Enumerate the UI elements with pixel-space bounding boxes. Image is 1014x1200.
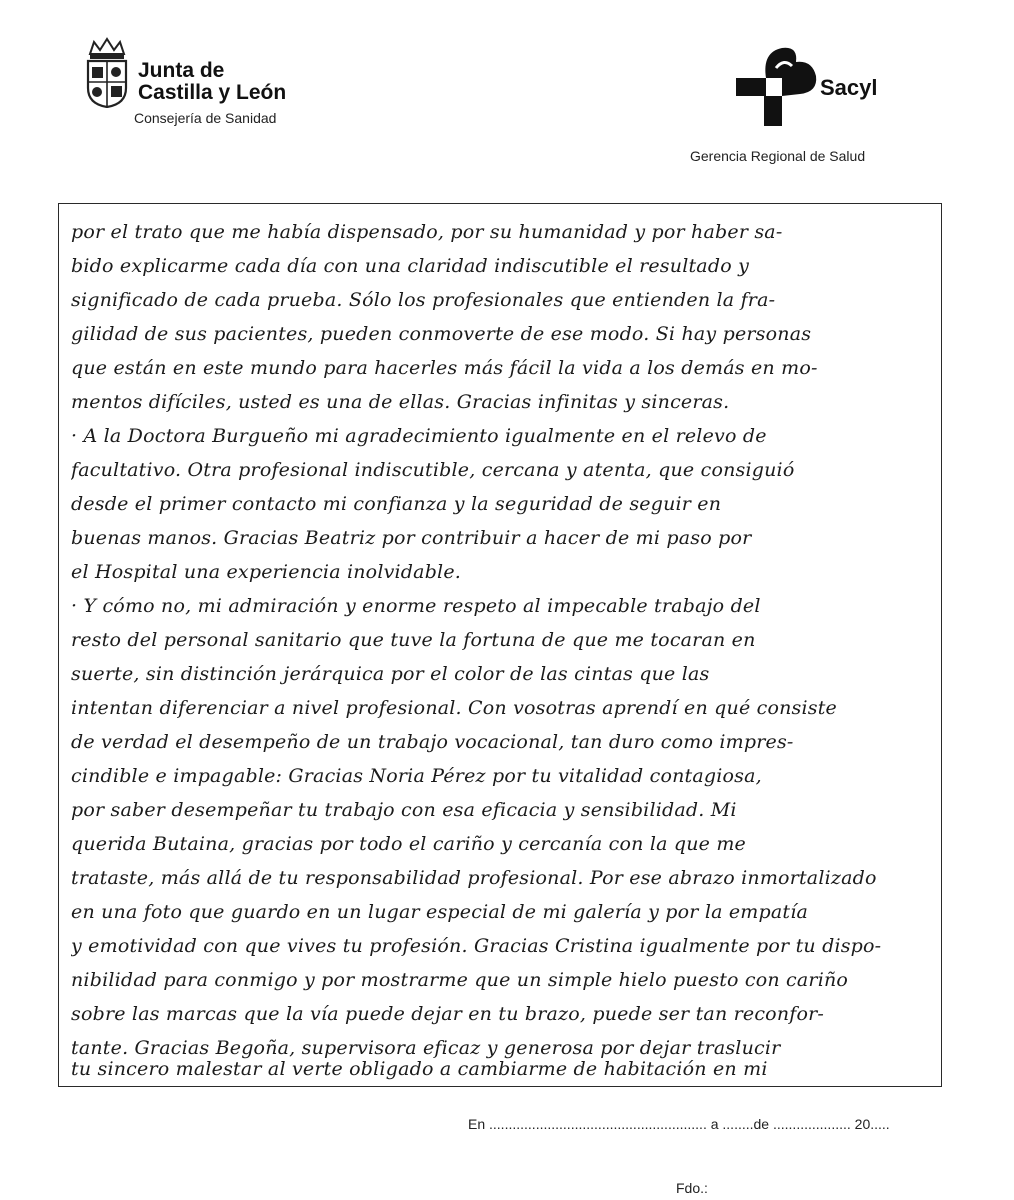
institution-line-1: Junta de	[138, 59, 225, 82]
coat-of-arms-icon	[84, 36, 130, 108]
sacyl-logo-block	[690, 40, 920, 170]
letter-line: el Hospital una experiencia inolvidable.	[71, 561, 462, 583]
letter-line: y emotividad con que vives tu profesión. Gracias Cristina igualmente por tu dispo-	[71, 935, 882, 957]
letter-line: por saber desempeñar tu trabajo con esa eficacia y sensibilidad. Mi	[71, 799, 737, 821]
letter-line: que están en este mundo para hacerles más fácil la vida a los demás en mo-	[71, 357, 818, 379]
institution-name	[138, 60, 286, 104]
letter-line: tu sincero malestar al verte obligado a cambiarme de habitación en mi	[71, 1058, 768, 1080]
letter-line: · A la Doctora Burgueño mi agradecimiento igualmente en el relevo de	[71, 425, 767, 447]
letter-box	[58, 203, 942, 1087]
letter-line: gilidad de sus pacientes, pueden conmoverte de ese modo. Si hay personas	[71, 323, 812, 345]
letter-line: querida Butaina, gracias por todo el cariño y cercanía con la que me	[71, 833, 747, 855]
sacyl-cross-icon	[736, 44, 818, 128]
letter-line: nibilidad para conmigo y por mostrarme que un simple hielo puesto con cariño	[71, 969, 849, 991]
letter-line: buenas manos. Gracias Beatriz por contribuir a hacer de mi paso por	[71, 527, 752, 549]
institution-line-2: Castilla y León	[138, 81, 287, 104]
letter-line: sobre las marcas que la vía puede dejar en tu brazo, puede ser tan reconfor-	[71, 1003, 825, 1025]
letter-line: resto del personal sanitario que tuve la fortuna de que me tocaran en	[71, 629, 756, 651]
letter-line: bido explicarme cada día con una claridad indiscutible el resultado y	[71, 255, 750, 277]
letter-line: mentos difíciles, usted es una de ellas. Gracias infinitas y sinceras.	[71, 391, 730, 413]
signature-label: Fdo.:	[676, 1180, 708, 1196]
letter-line: significado de cada prueba. Sólo los profesionales que entienden la fra-	[71, 289, 776, 311]
letter-line: en una foto que guardo en un lugar especial de mi galería y por la empatía	[71, 901, 809, 923]
letter-line: facultativo. Otra profesional indiscutible, cercana y atenta, que consiguió	[71, 459, 795, 481]
letter-line: desde el primer contacto mi confianza y la seguridad de seguir en	[71, 493, 722, 515]
letter-line: tante. Gracias Begoña, supervisora eficaz y generosa por dejar traslucir	[71, 1037, 781, 1059]
regional-management: Gerencia Regional de Salud	[690, 148, 866, 164]
jcyl-logo-block	[82, 30, 402, 140]
letter-line: · Y cómo no, mi admiración y enorme respeto al impecable trabajo del	[71, 595, 761, 617]
letter-line: cindible e impagable: Gracias Noria Pérez por tu vitalidad contagiosa,	[71, 765, 762, 787]
brand-name: Sacyl	[820, 75, 878, 100]
letter-line: suerte, sin distinción jerárquica por el color de las cintas que las	[71, 663, 710, 685]
letter-line: intentan diferenciar a nivel profesional. Con vosotras aprendí en qué consiste	[71, 697, 837, 719]
place-date-line: En ........................................................ a ........de .................... 20.....	[468, 1116, 890, 1132]
letter-line: por el trato que me había dispensado, por su humanidad y por haber sa-	[71, 221, 783, 243]
letter-line: de verdad el desempeño de un trabajo vocacional, tan duro como impres-	[71, 731, 794, 753]
letter-line: trataste, más allá de tu responsabilidad profesional. Por ese abrazo inmortalizado	[71, 867, 877, 889]
department-name: Consejería de Sanidad	[134, 110, 277, 126]
